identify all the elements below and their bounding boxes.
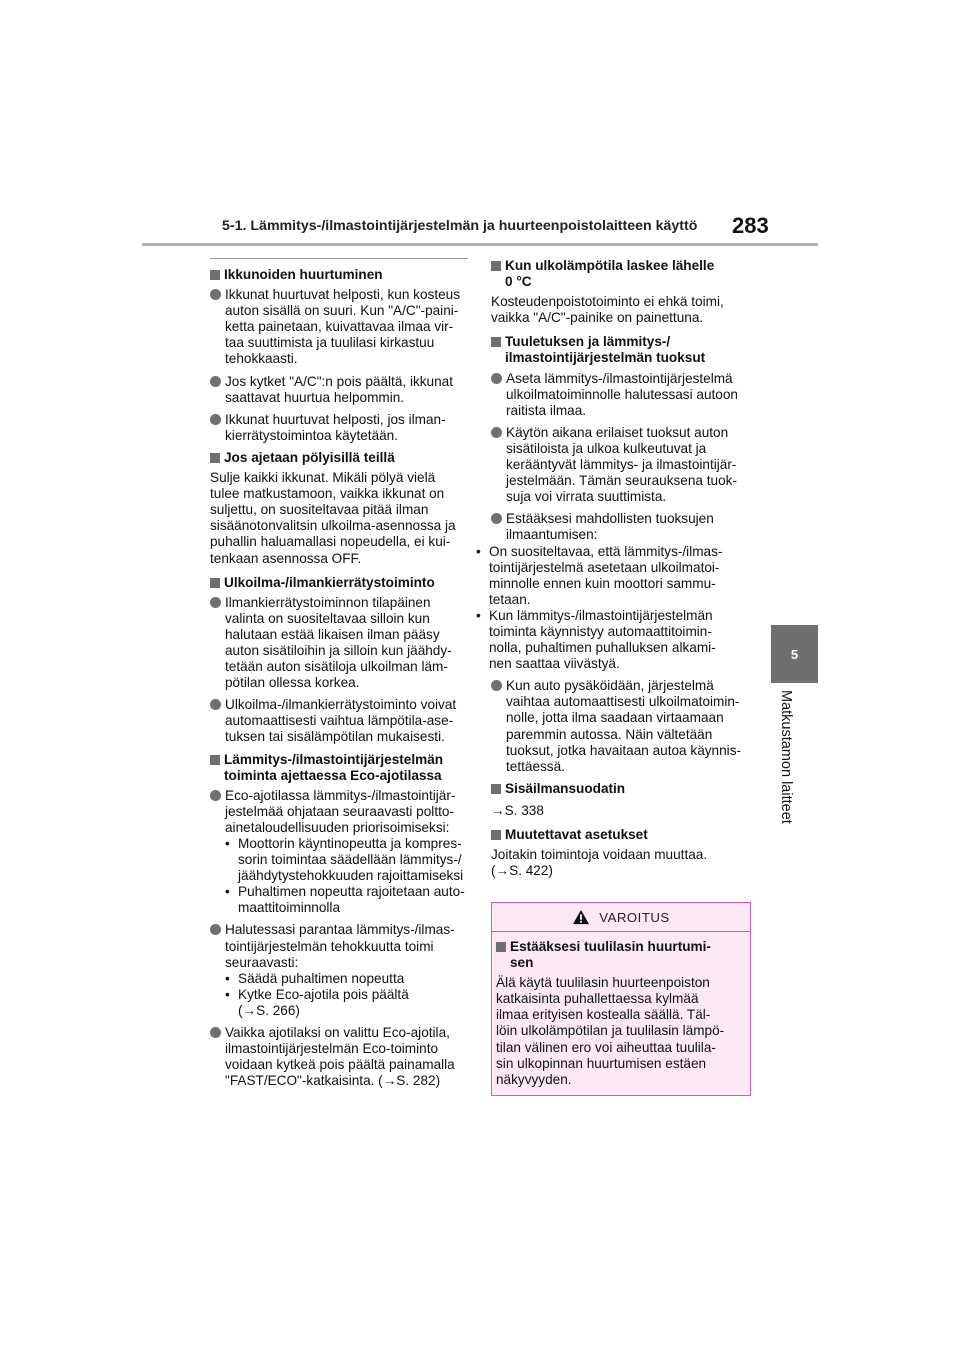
warning-label: VAROITUS <box>599 909 670 925</box>
left-column <box>210 258 468 1095</box>
sub-item <box>225 971 468 987</box>
bullet-dot-icon <box>491 513 502 524</box>
warning-title <box>496 939 744 971</box>
section-title-text: Ulkoilma-/ilmankierrätystoiminto <box>224 574 435 590</box>
warning-triangle-icon <box>572 909 590 925</box>
bullet-dot-icon <box>210 924 221 935</box>
bullet-dot-icon <box>491 680 502 691</box>
section-title <box>210 752 468 784</box>
bullet-text: Jos kytket "A/C":n pois päältä, ikkunat saattavat huurtua helpommin. <box>225 373 454 405</box>
sub-item-text: Kytke Eco-ajotila pois päältä (→S. 266) <box>238 986 409 1018</box>
section-marker-icon <box>210 578 220 588</box>
bullet-dot-icon <box>491 427 502 438</box>
bullet-text <box>225 922 468 1019</box>
section-title-text: Tuuletuksen ja lämmitys-/ ilmastointijärjestelmän tuoksut <box>505 334 706 366</box>
bullet-item <box>491 425 750 505</box>
bullet-item <box>210 788 468 917</box>
sub-item <box>476 544 750 608</box>
bullet-item <box>210 412 468 444</box>
sub-marker: • <box>225 836 230 851</box>
warning-body <box>492 932 750 1088</box>
bullet-lead: Estääksesi mahdollisten tuoksujen ilmaantumisen: <box>506 511 714 543</box>
bullet-lead: Eco-ajotilassa lämmitys-/ilmastointijär- jestelmää ohjataan seuraavasti poltto- ainetaloudellisuuden priorisoimiseksi: <box>225 787 456 835</box>
bullet-text: Ilmankierrätystoiminnon tilapäinen valinta on suositeltavaa silloin kun halutaan estää likaisen ilman pääsy auton sisätiloihin ja silloin kun jäähdy- tetään auton sisätiloja ulkoilman läm- pötilan ollessa korkea. <box>225 594 452 691</box>
sub-list <box>476 544 750 673</box>
bullet-text <box>225 788 468 917</box>
sub-item <box>225 836 468 884</box>
bullet-lead: Halutessasi parantaa lämmitys-/ilmas- tointijärjestelmän tehokkuutta toimi seuraavasti: <box>225 922 455 970</box>
bullet-item <box>210 595 468 692</box>
sub-item-text: Moottorin käyntinopeutta ja kompres- sorin toimintaa säädellään lämmitys-/ jäähdytystehokkuuden rajoittamiseksi <box>238 836 464 884</box>
bullet-item <box>210 1025 468 1089</box>
header-rule <box>142 243 818 246</box>
bullet-item <box>491 371 750 419</box>
section-marker-icon <box>210 270 220 280</box>
sub-marker: • <box>476 543 481 559</box>
section-marker-icon <box>496 942 506 952</box>
section-title <box>491 258 750 290</box>
paragraph: Kosteudenpoistotoiminto ei ehkä toimi, vaikka "A/C"-painike on painettuna. <box>491 294 724 326</box>
bullet-dot-icon <box>210 1027 221 1038</box>
bullet-dot-icon <box>210 597 221 608</box>
warning-box <box>491 902 751 1096</box>
section-marker-icon <box>491 830 501 840</box>
section-title-text: Muutettavat asetukset <box>505 827 648 842</box>
bullet-dot-icon <box>210 414 221 425</box>
page-number: 283 <box>732 213 769 238</box>
bullet-dot-icon <box>210 376 221 387</box>
warning-text: Älä käytä tuulilasin huurteenpoiston katkaisinta puhallettaessa kylmää ilmaa erityisen kostealla säällä. Täl- löin ulkolämpötilan ja tuulilasin lämpö- tilan välinen ero voi aiheuttaa tuulila- sin ulkopinnan huurtumisen estäen näkyvyyden. <box>496 975 725 1087</box>
sub-item <box>476 608 750 672</box>
bullet-item <box>210 922 468 1019</box>
bullet-text: Käytön aikana erilaiset tuoksut auton sisätiloista ja ulkoa kulkeutuvat ja kerääntyvät lämmitys- ja ilmastointijär- jestelmään. Tämän seurauksena tuok- suja voi virrata suuttimista. <box>506 424 737 505</box>
sub-item-text: Kun lämmitys-/ilmastointijärjestelmän toiminta käynnistyy automaattitoimin- nolla, puhaltimen puhalluksen alkami- nen saattaa viivästyä. <box>489 607 716 672</box>
sub-item-text: On suositeltavaa, että lämmitys-/ilmas- tointijärjestelmä asetetaan ulkoilmatoi- minnolle ennen kuin moottori sammu- tetaan. <box>489 543 723 607</box>
bullet-text: Ikkunat huurtuvat helposti, jos ilman- kierrätystoimintoa käytetään. <box>225 411 446 443</box>
bullet-text: Aseta lämmitys-/ilmastointijärjestelmä ulkoilmatoiminnolle halutessasi autoon raitista ilmaa. <box>506 370 738 418</box>
bullet-text <box>506 511 750 543</box>
bullet-text: Ikkunat huurtuvat helposti, kun kosteus auton sisällä on suuri. Kun "A/C"-paini- ketta painetaan, kuivattavaa ilmaa vir- taa suuttimista ja tuulilasi kirkastuu tehokkaasti. <box>225 287 461 367</box>
sub-marker: • <box>225 986 230 1002</box>
section-title-text: Lämmitys-/ilmastointijärjestelmän toiminta ajettaessa Eco-ajotilassa <box>224 751 444 783</box>
bullet-dot-icon <box>210 699 221 710</box>
section-title-text: Sisäilmansuodatin <box>505 780 626 796</box>
sub-item-text: Puhaltimen nopeutta rajoitetaan auto- maattitoiminnolla <box>238 884 465 916</box>
bullet-item <box>210 287 468 367</box>
right-column <box>476 258 750 887</box>
bullet-item <box>491 678 750 775</box>
sub-item <box>225 884 468 916</box>
section-title <box>491 781 750 797</box>
bullet-text: Vaikka ajotilaksi on valittu Eco-ajotila, ilmastointijärjestelmän Eco-toiminto voidaan kytkeä pois päältä painamalla "FAST/ECO"-katkaisinta. (→S. 282) <box>225 1025 455 1089</box>
section-title <box>210 575 468 591</box>
section-title <box>210 450 468 466</box>
sub-item-text: Säädä puhaltimen nopeutta <box>238 970 405 986</box>
bullet-item <box>210 697 468 745</box>
section-marker-icon <box>491 261 501 271</box>
sub-item <box>225 987 468 1019</box>
section-title-text: Ikkunoiden huurtuminen <box>224 267 383 282</box>
section-marker-icon <box>210 755 220 765</box>
bullet-dot-icon <box>491 373 502 384</box>
bullet-text: Kun auto pysäköidään, järjestelmä vaihtaa automaattisesti ulkoilmatoimin- nolle, jotta ilma saadaan virtaamaan paremmin autossa. Näin vältetään tuoksut, jotka havaitaan autoa käynnis- tettäessä. <box>506 678 742 774</box>
bullet-dot-icon <box>210 790 221 801</box>
sub-marker: • <box>225 884 230 900</box>
section-marker-icon <box>491 784 501 794</box>
chapter-label: Matkustamon laitteet <box>778 690 794 824</box>
paragraph: Joitakin toimintoja voidaan muuttaa. (→S. 422) <box>491 847 708 879</box>
warning-header <box>492 903 750 932</box>
section-title <box>210 267 468 283</box>
bullet-dot-icon <box>210 289 221 300</box>
section-title <box>491 827 750 843</box>
paragraph: Sulje kaikki ikkunat. Mikäli pölyä vielä tulee matkustamoon, vaikka ikkunat on suljettu, on suositeltavaa pitää ilman sisäänotonvalitsin ulkoilma-asennossa ja puhallin haluamallasi nopeudella, ei kui- tenkaan asennossa OFF. <box>210 470 456 566</box>
bullet-item <box>210 374 468 406</box>
section-marker-icon <box>491 337 501 347</box>
section-title <box>491 334 750 366</box>
bullet-text: Ulkoilma-/ilmankierrätystoiminto voivat automaattisesti vaihtua lämpötila-ase- tuksen tai sisälämpötilan mukaisesti. <box>225 697 457 745</box>
sub-marker: • <box>476 607 481 623</box>
running-header: 5-1. Lämmitys-/ilmastointijärjestelmän ja huurteenpoistolaitteen käyttö <box>222 218 698 234</box>
sub-marker: • <box>225 970 230 986</box>
bullet-item <box>491 511 750 543</box>
section-title-text: Jos ajetaan pölyisillä teillä <box>224 449 395 465</box>
chapter-tab[interactable]: 5 <box>771 625 818 683</box>
section-title-text: Kun ulkolämpötila laskee lähelle 0 °C <box>505 258 715 290</box>
section-marker-icon <box>210 453 220 463</box>
warning-title-text: Estääksesi tuulilasin huurtumi- sen <box>510 939 711 971</box>
page-reference-link[interactable]: →S. 338 <box>491 802 544 818</box>
